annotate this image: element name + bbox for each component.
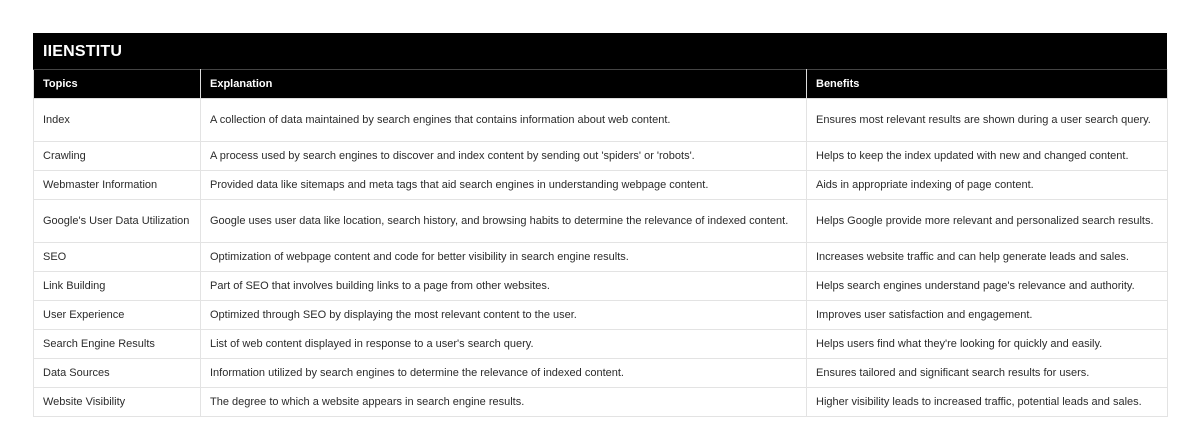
header-topics: Topics <box>34 70 201 99</box>
cell-benefits: Ensures tailored and significant search results for users. <box>807 359 1168 388</box>
cell-topic: User Experience <box>34 301 201 330</box>
cell-explanation: Part of SEO that involves building links to a page from other websites. <box>201 272 807 301</box>
cell-explanation: Provided data like sitemaps and meta tags that aid search engines in understanding webpage content. <box>201 171 807 200</box>
cell-explanation: A process used by search engines to discover and index content by sending out 'spiders' or 'robots'. <box>201 142 807 171</box>
cell-topic: Index <box>34 99 201 142</box>
cell-explanation: Google uses user data like location, search history, and browsing habits to determine the relevance of indexed content. <box>201 200 807 243</box>
table-row <box>34 272 1168 301</box>
cell-explanation: List of web content displayed in response to a user's search query. <box>201 330 807 359</box>
cell-topic: Website Visibility <box>34 388 201 417</box>
table-title: IIENSTITU <box>33 33 1167 69</box>
header-explanation: Explanation <box>201 70 807 99</box>
cell-topic: Crawling <box>34 142 201 171</box>
table-row <box>34 330 1168 359</box>
table-row <box>34 142 1168 171</box>
cell-benefits: Helps to keep the index updated with new and changed content. <box>807 142 1168 171</box>
cell-explanation: Optimization of webpage content and code for better visibility in search engine results. <box>201 243 807 272</box>
cell-explanation: Optimized through SEO by displaying the most relevant content to the user. <box>201 301 807 330</box>
cell-topic: Search Engine Results <box>34 330 201 359</box>
table-row <box>34 359 1168 388</box>
header-row <box>34 70 1168 99</box>
cell-topic: Webmaster Information <box>34 171 201 200</box>
cell-benefits: Helps search engines understand page's relevance and authority. <box>807 272 1168 301</box>
cell-benefits: Ensures most relevant results are shown during a user search query. <box>807 99 1168 142</box>
cell-explanation: A collection of data maintained by search engines that contains information about web content. <box>201 99 807 142</box>
table-row <box>34 243 1168 272</box>
cell-benefits: Aids in appropriate indexing of page content. <box>807 171 1168 200</box>
cell-benefits: Helps users find what they're looking for quickly and easily. <box>807 330 1168 359</box>
table-row <box>34 171 1168 200</box>
cell-topic: Link Building <box>34 272 201 301</box>
cell-explanation: Information utilized by search engines to determine the relevance of indexed content. <box>201 359 807 388</box>
table-row <box>34 200 1168 243</box>
cell-explanation: The degree to which a website appears in search engine results. <box>201 388 807 417</box>
data-table <box>33 69 1168 417</box>
cell-topic: Google's User Data Utilization <box>34 200 201 243</box>
table-container <box>33 33 1167 417</box>
table-row <box>34 99 1168 142</box>
cell-benefits: Helps Google provide more relevant and personalized search results. <box>807 200 1168 243</box>
cell-benefits: Improves user satisfaction and engagement. <box>807 301 1168 330</box>
table-row <box>34 388 1168 417</box>
cell-topic: Data Sources <box>34 359 201 388</box>
table-row <box>34 301 1168 330</box>
cell-benefits: Higher visibility leads to increased traffic, potential leads and sales. <box>807 388 1168 417</box>
cell-topic: SEO <box>34 243 201 272</box>
header-benefits: Benefits <box>807 70 1168 99</box>
cell-benefits: Increases website traffic and can help generate leads and sales. <box>807 243 1168 272</box>
